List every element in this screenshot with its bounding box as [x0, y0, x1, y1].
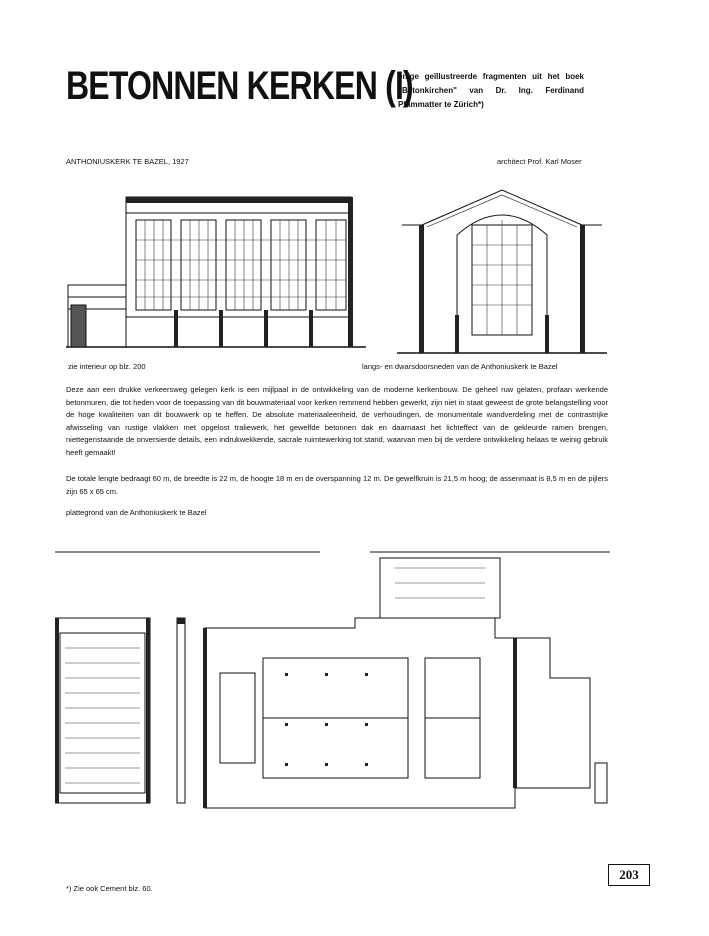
body-paragraph-1: Deze aan een drukke verkeersweg gelegen kerk is een mijlpaal in de ontwikkeling van de moderne kerkenbouw. De geheel ruw gelaten, profaan werkende betonmuren, die tot heden voor de toepassing van dit bouwmateriaal voor kerken remmend hebben gewerkt, zijn niet in staat geweest de grote belangstelling voor de hoge kwaliteiten van dit bouwwerk op te heffen. De absolute materiaaleenheid, de verhoudingen, de monumentale wandverdeling met de contrastrijke afwisseling van rustige vlakken met opgelost traliewerk, het gewelfde betonnen dak en daarnaast het lichteffect van de gekleurde ramen brengen, niettegenstaande de onversierde details, een indrukwekkende, sacrale ruimtewerking tot stand, waarvan men bij de verdere ontwikkeling helaas te weinig gebruik heeft gemaakt!: [66, 385, 608, 457]
architect-credit: architect Prof. Karl Moser: [497, 157, 582, 166]
longitudinal-section-drawing: [66, 185, 366, 360]
intro-text: enige geïllustreerde fragmenten uit het boek „Betonkirchen" van Dr. Ing. Ferdinand Pfammatter te Zürich*): [398, 72, 584, 109]
page-title: BETONNEN KERKEN (I): [66, 64, 413, 108]
body-paragraph-2: De totale lengte bedraagt 60 m, de breedte is 22 m, de hoogte 18 m en de overspanning 12 m. De gewelfkruin is 21,5 m hoog; de assenmaat is 8,5 m en de pijlers zijn 65 x 65 cm.: [66, 474, 608, 496]
footnote: *) Zie ook Cement blz. 60.: [66, 884, 153, 893]
cross-section-drawing: [397, 185, 607, 360]
floor-plan-drawing: [55, 548, 610, 818]
page-number: 203: [608, 864, 650, 886]
sections-caption: langs- en dwarsdoorsneden van de Anthoniuskerk te Bazel: [362, 362, 558, 371]
interior-caption: zie interieur op blz. 200: [68, 362, 146, 371]
church-name: ANTHONIUSKERK TE BAZEL, 1927: [66, 157, 189, 166]
plan-caption: plattegrond van de Anthoniuskerk te Bazel: [66, 508, 207, 517]
